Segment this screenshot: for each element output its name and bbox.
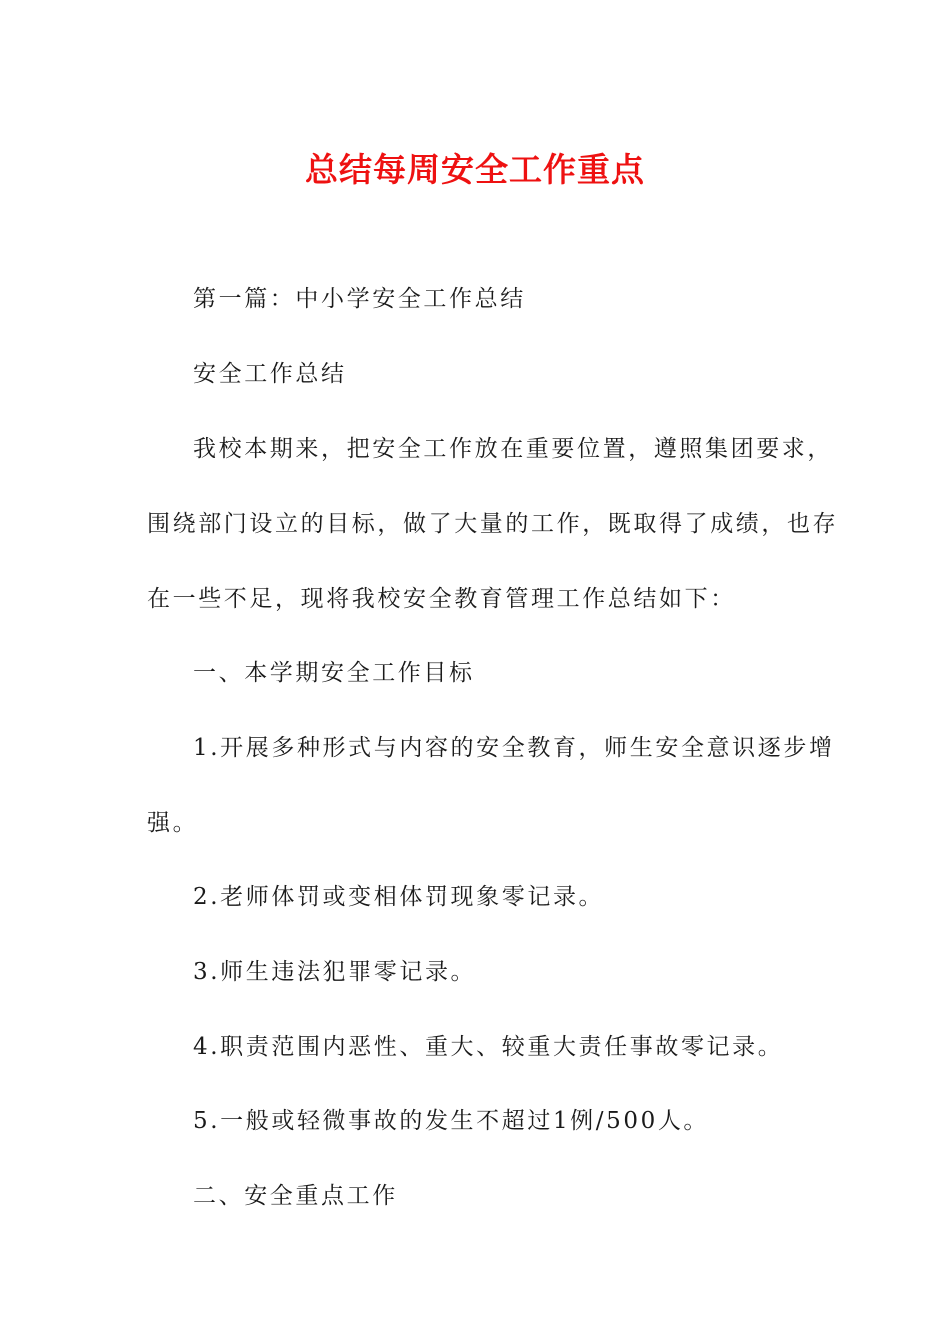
list-item: 1.开展多种形式与内容的安全教育，师生安全意识逐步增 — [193, 735, 835, 761]
list-item: 3.师生违法犯罪零记录。 — [193, 959, 477, 985]
section-heading: 一、本学期安全工作目标 — [193, 660, 475, 686]
list-item: 2.老师体罚或变相体罚现象零记录。 — [193, 884, 605, 910]
document-title: 总结每周安全工作重点 — [305, 150, 645, 189]
section-heading: 二、安全重点工作 — [193, 1183, 398, 1209]
paragraph-line: 我校本期来，把安全工作放在重要位置，遵照集团要求， — [193, 436, 833, 462]
list-item: 4.职责范围内恶性、重大、较重大责任事故零记录。 — [193, 1034, 784, 1060]
section-heading: 第一篇：中小学安全工作总结 — [193, 286, 526, 312]
list-item: 5.一般或轻微事故的发生不超过1例/500人。 — [193, 1108, 710, 1134]
list-item-continuation: 强。 — [147, 810, 199, 836]
paragraph-line: 围绕部门设立的目标，做了大量的工作，既取得了成绩，也存 — [147, 511, 839, 537]
subheading: 安全工作总结 — [193, 361, 347, 387]
paragraph-line: 在一些不足，现将我校安全教育管理工作总结如下： — [147, 586, 736, 612]
